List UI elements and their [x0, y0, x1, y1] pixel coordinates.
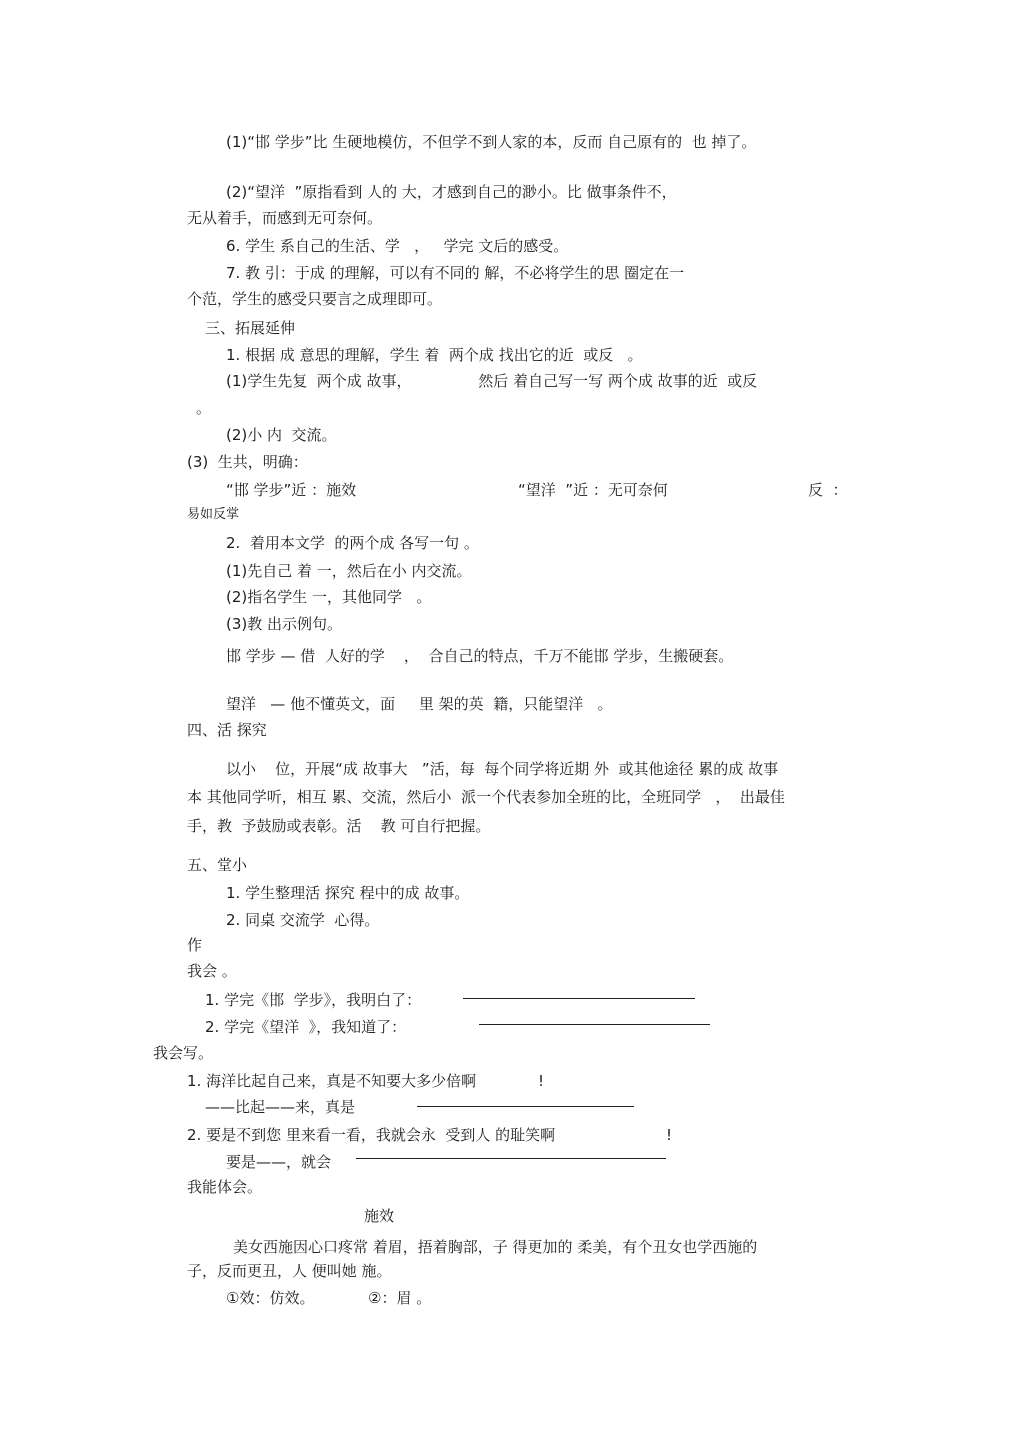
- text-line: 要是——，就会: [226, 1153, 332, 1171]
- text-line: 易如反掌: [187, 507, 240, 522]
- text-line: 望洋 — 他不懂英文，面 里 架的英 籍，只能望洋 。: [226, 695, 613, 713]
- text-line: 子，反而更丑，人 便叫她 施。: [187, 1262, 392, 1280]
- section-heading: 三、拓展延伸: [205, 319, 296, 337]
- text-line: 美女西施因心口疼常 着眉，捂着胸部，子 得更加的 柔美，有个丑女也学西施的: [233, 1238, 758, 1256]
- text-line: (2)小 内 交流。: [226, 426, 337, 444]
- text-line: “望洋 ”近 ：无可奈何: [518, 481, 668, 499]
- text-line: 2. 同桌 交流学 心得。: [226, 911, 380, 929]
- answer-blank: [463, 998, 695, 999]
- text-line: 1. 海洋比起自己来，真是不知要大多少倍啊: [187, 1072, 477, 1090]
- text-line: 我会 。: [187, 962, 237, 980]
- text-line: !: [666, 1126, 673, 1144]
- text-line: 2. 学完《望洋 》，我知道了：: [205, 1018, 407, 1036]
- text-line: 1. 根据 成 意思的理解，学生 着 两个成 找出它的近 或反 。: [226, 346, 643, 364]
- text-line: 7. 教 引：于成 的理解，可以有不同的 解，不必将学生的思 圈定在一: [226, 264, 685, 282]
- text-line: (1)先自己 着 一，然后在小 内交流。: [226, 562, 472, 580]
- text-line: 我会写。: [153, 1044, 214, 1062]
- text-line: 个范，学生的感受只要言之成理即可。: [187, 290, 443, 308]
- text-line: 邯 学步 — 借 人好的学 ， 合自己的特点，千万不能邯 学步，生搬硬套。: [226, 647, 734, 665]
- text-line: (2)指名学生 一，其他同学 。: [226, 588, 432, 606]
- text-line: ——比起——来，真是: [205, 1098, 356, 1116]
- text-line: 6. 学生 系自己的生活、学 ， 学完 文后的感受。: [226, 237, 569, 255]
- text-line: (2)“望洋 ”原指看到 人的 大，才感到自己的渺小。比 做事条件不，: [226, 183, 677, 201]
- section-heading: 四、活 探究: [187, 721, 267, 739]
- section-heading: 五、堂小: [187, 856, 248, 874]
- text-line: 。: [196, 399, 212, 417]
- text-line: 无从着手，而感到无可奈何。: [187, 209, 383, 227]
- text-line: 作: [187, 936, 203, 954]
- text-line: 本 其他同学听，相互 累、交流，然后小 派一个代表参加全班的比，全班同学 ， 出最佳: [187, 788, 785, 806]
- answer-blank: [417, 1106, 634, 1107]
- footnote: ①效：仿效。: [226, 1289, 315, 1307]
- text-line: 2. 着用本文学 的两个成 各写一句 。: [226, 534, 479, 552]
- text-line: 1. 学生整理活 探究 程中的成 故事。: [226, 884, 470, 902]
- text-line: 反 ：: [808, 481, 848, 499]
- text-line: (1)“邯 学步”比 生硬地模仿，不但学不到人家的本，反而 自己原有的 也 掉了。: [226, 133, 757, 151]
- text-line: 以小 位，开展“成 故事大 ”活，每 每个同学将近期 外 或其他途径 累的成 故事: [226, 760, 779, 778]
- text-line: 1. 学完《邯 学步》，我明白了：: [205, 991, 422, 1009]
- text-line: 我能体会。: [187, 1178, 263, 1196]
- text-line: (3) 生共，明确：: [187, 453, 308, 471]
- footnote: ②：眉 。: [368, 1289, 432, 1307]
- text-line: (1)学生先复 两个成 故事， 然后 着自己写一写 两个成 故事的近 或反: [226, 372, 758, 390]
- text-line: 2. 要是不到您 里来看一看，我就会永 受到人 的耻笑啊: [187, 1126, 556, 1144]
- answer-blank: [479, 1024, 710, 1025]
- answer-blank: [356, 1158, 666, 1159]
- text-line: (3)教 出示例句。: [226, 615, 343, 633]
- story-title: 施效: [364, 1207, 395, 1225]
- text-line: !: [538, 1072, 545, 1090]
- text-line: “邯 学步”近 ：施效: [226, 481, 357, 499]
- text-line: 手，教 予鼓励或表彰。活 教 可自行把握。: [187, 817, 491, 835]
